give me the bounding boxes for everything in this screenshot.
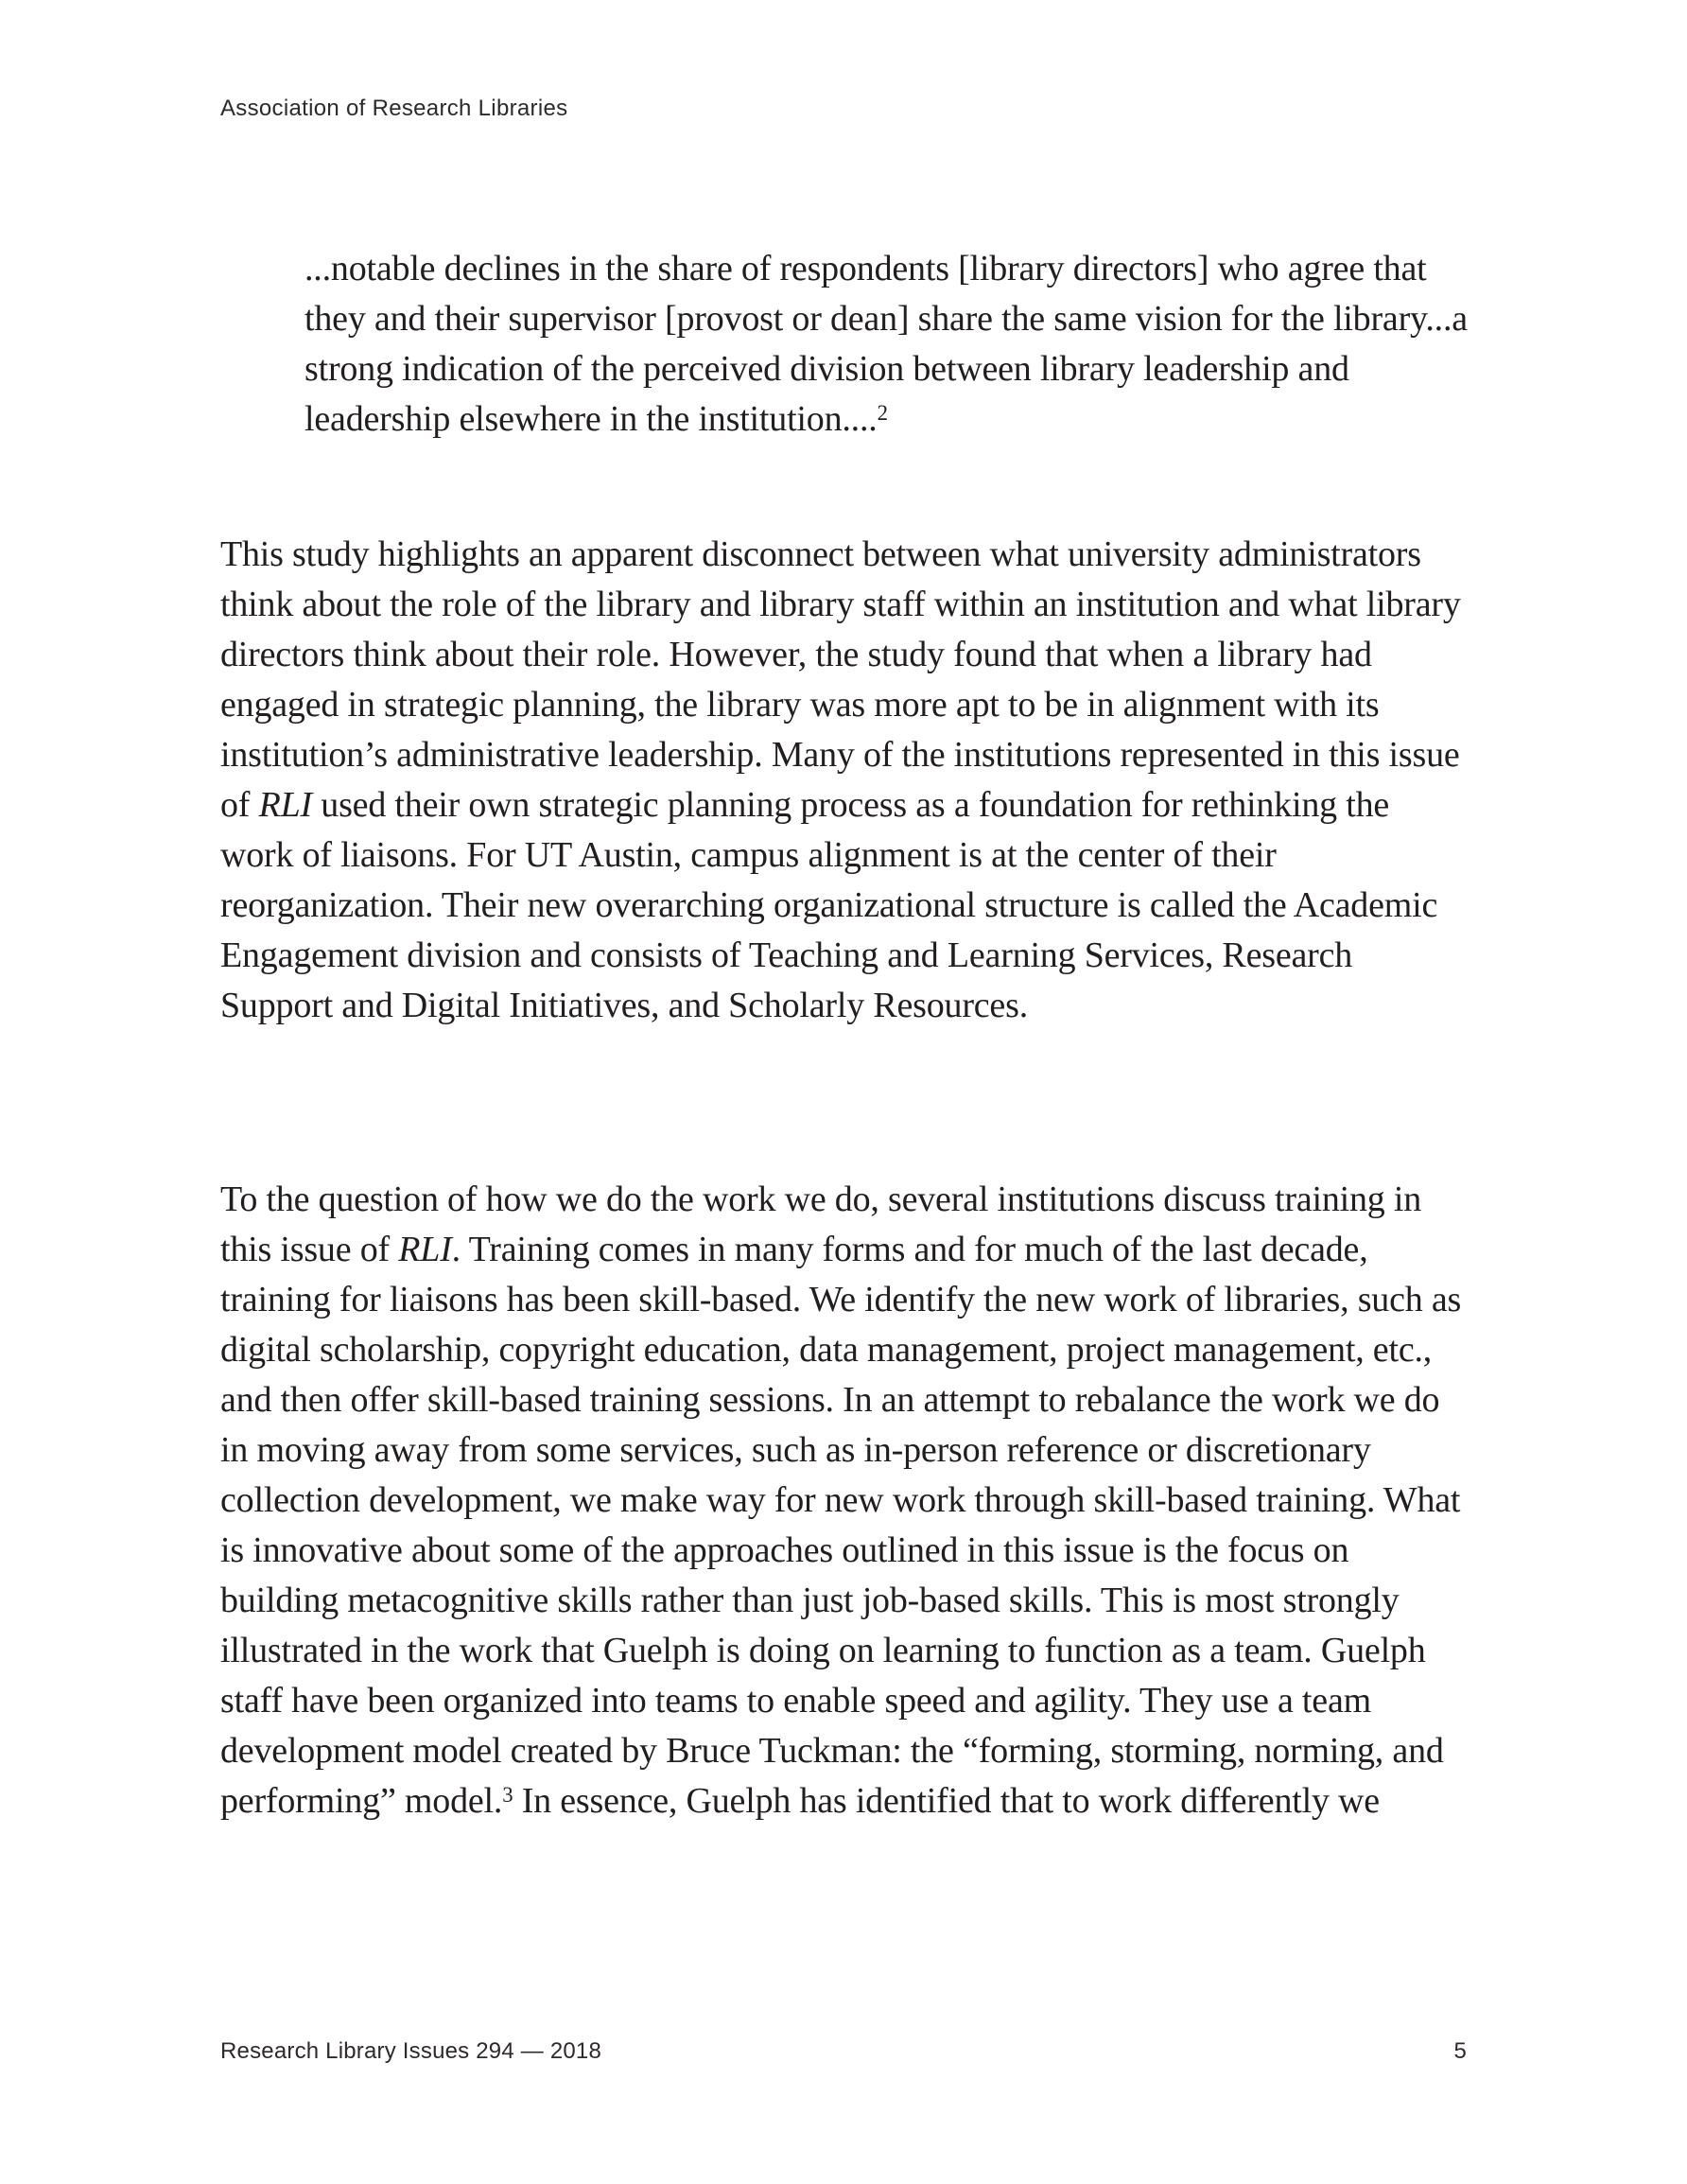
page-number: 5 (1453, 2038, 1467, 2064)
footer-journal-title: Research Library Issues 294 — 2018 (220, 2038, 602, 2064)
running-header-text: Association of Research Libraries (220, 96, 568, 121)
running-header (220, 95, 567, 123)
body-paragraph-1: This study highlights an apparent disconnect between what university administrators think about the role of the library and library staff within an institution and what library directors think about their role. However, the study found that when a library had engaged in strategic planning, the library was more apt to be in alignment with its institution’s administrative leadership. Many of the institutions represented in this issue of RLI used their own strategic planning process as a foundation for rethinking the work of liaisons. For UT Austin, campus alignment is at the center of their reorganization. Their new overarching organizational structure is called the Academic Engagement division and consists of Teaching and Learning Services, Research Support and Digital Initiatives, and Scholarly Resources. (220, 534, 1461, 1025)
running-footer (220, 2037, 1467, 2066)
body-paragraph-2: To the question of how we do the work we do, several institutions discuss training in this issue of RLI. Training comes in many forms and for much of the last decade, training for liaisons has been skill-based. We identify the new work of libraries, such as digital scholarship, copyright education, data management, project management, etc., and then offer skill-based training sessions. In an attempt to rebalance the work we do in moving away from some services, such as in-person reference or discretionary collection development, we make way for new work through skill-based training. What is innovative about some of the approaches outlined in this issue is the focus on building metacognitive skills rather than just job-based skills. This is most strongly illustrated in the work that Guelph is doing on learning to function as a team. Guelph staff have been organized into teams to enable speed and agility. They use a team development model created by Bruce Tuckman: the “forming, storming, norming, and performing” model.$^3$ In essence, Guelph has identified that to work differently we (220, 1179, 1462, 1821)
block-quote: ...notable declines in the share of respondents [library directors] who agree that they and their supervisor [provost or dean] share the same vision for the library...a strong indication of the perceived division between library leadership and leadership elsewhere in the institution....$^2$ (304, 249, 1468, 439)
